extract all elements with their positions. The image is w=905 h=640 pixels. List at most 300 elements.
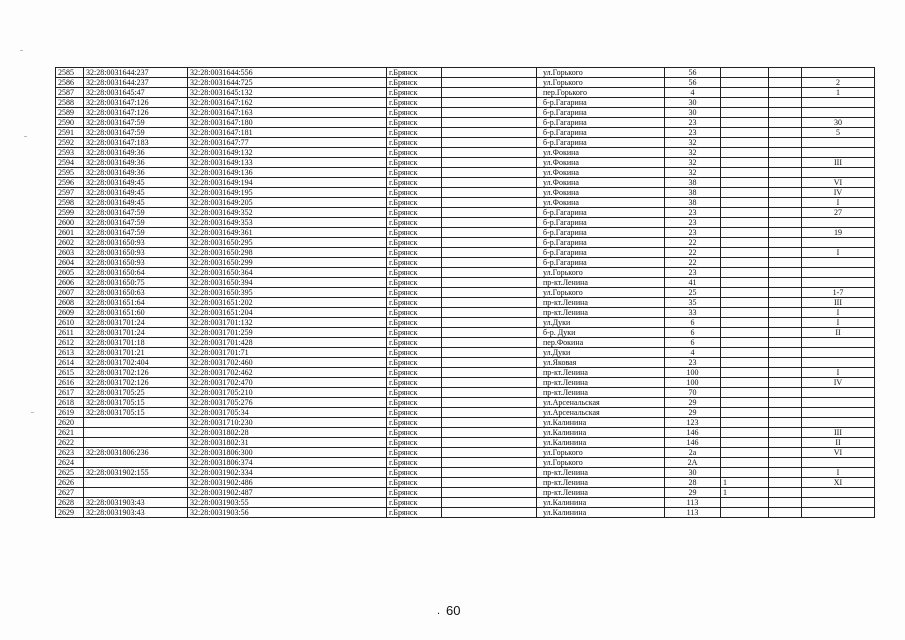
table-cell-blank <box>442 218 537 228</box>
table-cell-city: г.Брянск <box>387 308 442 318</box>
table-cell-street: пр-кт.Ленина <box>537 388 665 398</box>
table-cell-cadastral: 32:28:0031702:470 <box>188 378 387 388</box>
table-cell-num: 2590 <box>56 118 84 128</box>
table-cell-city: г.Брянск <box>387 408 442 418</box>
table-cell-street: ул.Горького <box>537 448 665 458</box>
table-cell-parcel: 32:28:0031647:126 <box>84 98 188 108</box>
table-cell-cadastral: 32:28:0031649:352 <box>188 208 387 218</box>
table-cell-apt: 1 <box>802 88 875 98</box>
table-cell-house: 29 <box>665 488 721 498</box>
table-cell-parcel: 32:28:0031651:60 <box>84 308 188 318</box>
table-cell-bld <box>721 158 769 168</box>
table-cell-apt: I <box>802 308 875 318</box>
table-cell-apt <box>802 348 875 358</box>
table-cell-num: 2598 <box>56 198 84 208</box>
table-cell-corp <box>769 348 802 358</box>
table-cell-bld <box>721 138 769 148</box>
table-cell-blank <box>442 408 537 418</box>
table-cell-apt <box>802 258 875 268</box>
table-cell-num: 2593 <box>56 148 84 158</box>
table-cell-cadastral: 32:28:0031649:195 <box>188 188 387 198</box>
table-cell-num: 2627 <box>56 488 84 498</box>
table-cell-bld <box>721 228 769 238</box>
table-cell-city: г.Брянск <box>387 398 442 408</box>
table-cell-bld <box>721 288 769 298</box>
table-cell-cadastral: 32:28:0031650:298 <box>188 248 387 258</box>
table-cell-corp <box>769 318 802 328</box>
table-cell-bld <box>721 368 769 378</box>
table-cell-cadastral: 32:28:0031647:77 <box>188 138 387 148</box>
table-cell-city: г.Брянск <box>387 428 442 438</box>
table-cell-bld <box>721 318 769 328</box>
table-cell-corp <box>769 478 802 488</box>
table-cell-city: г.Брянск <box>387 458 442 468</box>
table-cell-cadastral: 32:28:0031644:725 <box>188 78 387 88</box>
table-row <box>56 78 875 88</box>
table-cell-street: б-р.Гагарина <box>537 118 665 128</box>
table-row <box>56 68 875 78</box>
table-row <box>56 408 875 418</box>
table-cell-bld <box>721 308 769 318</box>
table-cell-parcel: 32:28:0031647:59 <box>84 218 188 228</box>
table-cell-apt <box>802 98 875 108</box>
table-cell-num: 2588 <box>56 98 84 108</box>
table-cell-house: 35 <box>665 298 721 308</box>
table-cell-apt <box>802 68 875 78</box>
table-cell-blank <box>442 418 537 428</box>
table-cell-apt <box>802 268 875 278</box>
table-row <box>56 268 875 278</box>
table-cell-blank <box>442 258 537 268</box>
table-cell-apt: IV <box>802 188 875 198</box>
table-cell-num: 2618 <box>56 398 84 408</box>
table-cell-house: 23 <box>665 118 721 128</box>
table-cell-corp <box>769 508 802 518</box>
table-cell-num: 2613 <box>56 348 84 358</box>
table-cell-corp <box>769 448 802 458</box>
table-cell-street: пр-кт.Ленина <box>537 488 665 498</box>
table-cell-cadastral: 32:28:0031902:486 <box>188 478 387 488</box>
table-cell-parcel: 32:28:0031701:24 <box>84 328 188 338</box>
table-cell-parcel: 32:28:0031702:404 <box>84 358 188 368</box>
table-cell-cadastral: 32:28:0031649:194 <box>188 178 387 188</box>
table-cell-city: г.Брянск <box>387 388 442 398</box>
table-row <box>56 288 875 298</box>
table-cell-cadastral: 32:28:0031650:299 <box>188 258 387 268</box>
table-cell-num: 2614 <box>56 358 84 368</box>
table-cell-parcel: 32:28:0031647:59 <box>84 228 188 238</box>
table-cell-apt <box>802 168 875 178</box>
table-cell-parcel: 32:28:0031702:126 <box>84 378 188 388</box>
table-cell-city: г.Брянск <box>387 88 442 98</box>
table-cell-bld <box>721 238 769 248</box>
table-cell-cadastral: 32:28:0031647:162 <box>188 98 387 108</box>
table-cell-blank <box>442 398 537 408</box>
table-cell-parcel: 32:28:0031647:183 <box>84 138 188 148</box>
table-cell-num: 2628 <box>56 498 84 508</box>
table-row <box>56 508 875 518</box>
table-row <box>56 118 875 128</box>
table-cell-parcel: 32:28:0031647:59 <box>84 208 188 218</box>
table-cell-street: ул.Фокина <box>537 198 665 208</box>
table-cell-bld <box>721 68 769 78</box>
table-cell-apt <box>802 338 875 348</box>
table-cell-parcel: 32:28:0031650:75 <box>84 278 188 288</box>
table-cell-apt: III <box>802 158 875 168</box>
table-cell-city: г.Брянск <box>387 238 442 248</box>
table-cell-parcel: 32:28:0031650:63 <box>84 288 188 298</box>
table-cell-city: г.Брянск <box>387 138 442 148</box>
table-cell-bld <box>721 148 769 158</box>
table-cell-cadastral: 32:28:0031701:71 <box>188 348 387 358</box>
table-cell-house: 2А <box>665 458 721 468</box>
table-cell-street: ул.Калинина <box>537 508 665 518</box>
table-cell-num: 2610 <box>56 318 84 328</box>
table-cell-parcel: 32:28:0031701:24 <box>84 318 188 328</box>
table-cell-house: 100 <box>665 378 721 388</box>
table-cell-parcel: 32:28:0031649:36 <box>84 168 188 178</box>
table-cell-bld <box>721 278 769 288</box>
table-cell-city: г.Брянск <box>387 478 442 488</box>
table-cell-bld <box>721 248 769 258</box>
table-cell-num: 2595 <box>56 168 84 178</box>
table-cell-street: пер.Горького <box>537 88 665 98</box>
table-cell-parcel: 32:28:0031705:15 <box>84 408 188 418</box>
table-cell-bld <box>721 458 769 468</box>
table-cell-num: 2585 <box>56 68 84 78</box>
table-cell-street: б-р.Гагарина <box>537 208 665 218</box>
table-cell-house: 23 <box>665 128 721 138</box>
table-cell-city: г.Брянск <box>387 498 442 508</box>
table-cell-num: 2600 <box>56 218 84 228</box>
table-cell-corp <box>769 298 802 308</box>
table-cell-bld <box>721 78 769 88</box>
table-cell-apt: XI <box>802 478 875 488</box>
table-cell-blank <box>442 238 537 248</box>
table-cell-cadastral: 32:28:0031903:55 <box>188 498 387 508</box>
table-cell-corp <box>769 128 802 138</box>
table-cell-street: ул.Арсенальская <box>537 398 665 408</box>
table-cell-house: 56 <box>665 68 721 78</box>
table-cell-house: 22 <box>665 238 721 248</box>
table-cell-num: 2612 <box>56 338 84 348</box>
table-cell-corp <box>769 398 802 408</box>
table-cell-num: 2615 <box>56 368 84 378</box>
table-cell-city: г.Брянск <box>387 278 442 288</box>
table-cell-corp <box>769 418 802 428</box>
table-cell-street: ул.Фокина <box>537 158 665 168</box>
table-row <box>56 418 875 428</box>
table-cell-parcel: 32:28:0031647:126 <box>84 108 188 118</box>
table-cell-house: 70 <box>665 388 721 398</box>
table-cell-blank <box>442 198 537 208</box>
table-cell-house: 29 <box>665 398 721 408</box>
table-cell-city: г.Брянск <box>387 228 442 238</box>
registry-table <box>55 67 875 518</box>
scan-speck <box>24 136 27 137</box>
table-cell-apt: I <box>802 248 875 258</box>
table-cell-bld <box>721 468 769 478</box>
table-cell-corp <box>769 88 802 98</box>
table-cell-street: ул.Арсенальская <box>537 408 665 418</box>
table-cell-num: 2621 <box>56 428 84 438</box>
table-cell-city: г.Брянск <box>387 218 442 228</box>
table-row <box>56 458 875 468</box>
table-cell-parcel: 32:28:0031650:93 <box>84 248 188 258</box>
page-dot: . <box>437 605 441 617</box>
table-cell-cadastral: 32:28:0031705:34 <box>188 408 387 418</box>
table-cell-cadastral: 32:28:0031650:295 <box>188 238 387 248</box>
table-row <box>56 178 875 188</box>
table-row <box>56 358 875 368</box>
table-cell-parcel <box>84 458 188 468</box>
table-cell-blank <box>442 88 537 98</box>
table-cell-house: 33 <box>665 308 721 318</box>
table-cell-parcel: 32:28:0031902:155 <box>84 468 188 478</box>
table-cell-city: г.Брянск <box>387 348 442 358</box>
table-cell-cadastral: 32:28:0031902:487 <box>188 488 387 498</box>
table-cell-blank <box>442 448 537 458</box>
table-cell-bld <box>721 258 769 268</box>
table-cell-bld <box>721 358 769 368</box>
table-cell-city: г.Брянск <box>387 468 442 478</box>
table-row <box>56 168 875 178</box>
table-cell-cadastral: 32:28:0031705:210 <box>188 388 387 398</box>
table-cell-city: г.Брянск <box>387 258 442 268</box>
table-cell-bld <box>721 438 769 448</box>
table-row <box>56 218 875 228</box>
table-cell-parcel: 32:28:0031701:21 <box>84 348 188 358</box>
table-cell-blank <box>442 68 537 78</box>
table-cell-city: г.Брянск <box>387 418 442 428</box>
table-cell-corp <box>769 498 802 508</box>
table-row <box>56 198 875 208</box>
table-cell-bld <box>721 298 769 308</box>
table-cell-cadastral: 32:28:0031802:28 <box>188 428 387 438</box>
table-row <box>56 328 875 338</box>
table-row <box>56 488 875 498</box>
table-cell-parcel: 32:28:0031647:59 <box>84 128 188 138</box>
table-cell-apt <box>802 218 875 228</box>
table-cell-apt: 1-7 <box>802 288 875 298</box>
table-row <box>56 318 875 328</box>
table-row <box>56 208 875 218</box>
table-cell-corp <box>769 258 802 268</box>
table-cell-bld <box>721 108 769 118</box>
table-cell-house: 41 <box>665 278 721 288</box>
table-cell-bld <box>721 168 769 178</box>
table-cell-parcel: 32:28:0031645:47 <box>84 88 188 98</box>
table-cell-street: пр-кт.Ленина <box>537 308 665 318</box>
table-cell-city: г.Брянск <box>387 248 442 258</box>
table-cell-num: 2604 <box>56 258 84 268</box>
table-cell-parcel: 32:28:0031649:45 <box>84 188 188 198</box>
table-cell-corp <box>769 68 802 78</box>
table-cell-city: г.Брянск <box>387 378 442 388</box>
table-cell-cadastral: 32:28:0031644:556 <box>188 68 387 78</box>
table-cell-parcel <box>84 418 188 428</box>
table-row <box>56 298 875 308</box>
table-cell-parcel: 32:28:0031651:64 <box>84 298 188 308</box>
table-cell-bld <box>721 88 769 98</box>
table-cell-blank <box>442 478 537 488</box>
table-cell-bld <box>721 178 769 188</box>
table-row <box>56 158 875 168</box>
table-cell-apt: 19 <box>802 228 875 238</box>
table-cell-corp <box>769 428 802 438</box>
table-cell-apt: 27 <box>802 208 875 218</box>
table-row <box>56 248 875 258</box>
table-cell-house: 23 <box>665 268 721 278</box>
table-cell-house: 32 <box>665 148 721 158</box>
table-row <box>56 378 875 388</box>
table-cell-apt: VI <box>802 178 875 188</box>
table-cell-bld <box>721 118 769 128</box>
table-cell-city: г.Брянск <box>387 438 442 448</box>
table-cell-blank <box>442 308 537 318</box>
registry-table-body <box>56 68 875 518</box>
table-row <box>56 138 875 148</box>
table-cell-street: б-р.Гагарина <box>537 258 665 268</box>
table-cell-house: 22 <box>665 258 721 268</box>
table-cell-apt: I <box>802 368 875 378</box>
table-cell-blank <box>442 168 537 178</box>
table-cell-blank <box>442 338 537 348</box>
table-cell-apt: I <box>802 468 875 478</box>
table-cell-parcel: 32:28:0031650:64 <box>84 268 188 278</box>
table-cell-corp <box>769 98 802 108</box>
table-cell-cadastral: 32:28:0031702:462 <box>188 368 387 378</box>
table-cell-street: ул.Дуки <box>537 318 665 328</box>
table-cell-cadastral: 32:28:0031806:374 <box>188 458 387 468</box>
table-cell-apt: II <box>802 328 875 338</box>
table-cell-blank <box>442 78 537 88</box>
table-cell-blank <box>442 428 537 438</box>
table-cell-num: 2607 <box>56 288 84 298</box>
table-cell-apt <box>802 458 875 468</box>
table-cell-blank <box>442 298 537 308</box>
table-cell-house: 38 <box>665 188 721 198</box>
table-cell-blank <box>442 318 537 328</box>
table-cell-cadastral: 32:28:0031650:394 <box>188 278 387 288</box>
table-cell-city: г.Брянск <box>387 108 442 118</box>
table-cell-corp <box>769 148 802 158</box>
table-cell-blank <box>442 438 537 448</box>
table-cell-cadastral: 32:28:0031802:31 <box>188 438 387 448</box>
table-cell-street: ул.Горького <box>537 68 665 78</box>
table-cell-parcel <box>84 428 188 438</box>
table-cell-street: пр-кт.Ленина <box>537 478 665 488</box>
table-cell-blank <box>442 388 537 398</box>
table-cell-parcel: 32:28:0031903:43 <box>84 508 188 518</box>
table-cell-house: 113 <box>665 508 721 518</box>
table-cell-corp <box>769 168 802 178</box>
table-cell-cadastral: 32:28:0031702:460 <box>188 358 387 368</box>
table-cell-corp <box>769 338 802 348</box>
table-cell-cadastral: 32:28:0031806:300 <box>188 448 387 458</box>
table-cell-street: ул.Калинина <box>537 438 665 448</box>
table-cell-city: г.Брянск <box>387 208 442 218</box>
table-cell-street: ул.Фокина <box>537 188 665 198</box>
table-cell-corp <box>769 238 802 248</box>
table-cell-num: 2601 <box>56 228 84 238</box>
table-cell-apt: 2 <box>802 78 875 88</box>
table-cell-corp <box>769 158 802 168</box>
table-cell-corp <box>769 138 802 148</box>
table-cell-parcel: 32:28:0031649:45 <box>84 178 188 188</box>
table-row <box>56 428 875 438</box>
table-cell-parcel: 32:28:0031644:237 <box>84 78 188 88</box>
table-cell-parcel: 32:28:0031705:25 <box>84 388 188 398</box>
table-cell-house: 113 <box>665 498 721 508</box>
table-cell-bld <box>721 98 769 108</box>
table-cell-apt <box>802 488 875 498</box>
table-row <box>56 148 875 158</box>
table-cell-corp <box>769 328 802 338</box>
table-cell-corp <box>769 438 802 448</box>
table-cell-city: г.Брянск <box>387 128 442 138</box>
table-cell-cadastral: 32:28:0031647:181 <box>188 128 387 138</box>
table-cell-cadastral: 32:28:0031649:361 <box>188 228 387 238</box>
page-number: 60 <box>446 603 461 618</box>
table-cell-bld <box>721 498 769 508</box>
table-cell-house: 28 <box>665 478 721 488</box>
table-cell-parcel: 32:28:0031649:36 <box>84 148 188 158</box>
table-cell-apt <box>802 138 875 148</box>
table-cell-house: 4 <box>665 348 721 358</box>
table-cell-street: ул.Калинина <box>537 498 665 508</box>
table-cell-street: ул.Горького <box>537 458 665 468</box>
table-cell-blank <box>442 458 537 468</box>
table-cell-blank <box>442 158 537 168</box>
table-cell-num: 2599 <box>56 208 84 218</box>
table-cell-street: пр-кт.Ленина <box>537 368 665 378</box>
table-cell-corp <box>769 248 802 258</box>
table-cell-apt <box>802 148 875 158</box>
table-cell-apt: I <box>802 318 875 328</box>
table-row <box>56 238 875 248</box>
table-cell-apt <box>802 498 875 508</box>
table-cell-cadastral: 32:28:0031649:133 <box>188 158 387 168</box>
table-cell-corp <box>769 108 802 118</box>
table-cell-cadastral: 32:28:0031705:276 <box>188 398 387 408</box>
table-cell-city: г.Брянск <box>387 288 442 298</box>
table-cell-blank <box>442 368 537 378</box>
table-row <box>56 388 875 398</box>
scan-speck <box>20 50 23 51</box>
table-cell-parcel: 32:28:0031649:36 <box>84 158 188 168</box>
table-cell-num: 2626 <box>56 478 84 488</box>
table-cell-house: 25 <box>665 288 721 298</box>
table-row <box>56 258 875 268</box>
table-cell-cadastral: 32:28:0031650:395 <box>188 288 387 298</box>
table-cell-apt: IV <box>802 378 875 388</box>
table-cell-house: 32 <box>665 168 721 178</box>
table-cell-parcel: 32:28:0031650:93 <box>84 238 188 248</box>
table-cell-cadastral: 32:28:0031649:353 <box>188 218 387 228</box>
table-cell-blank <box>442 188 537 198</box>
table-cell-bld <box>721 508 769 518</box>
table-cell-house: 56 <box>665 78 721 88</box>
table-cell-street: б-р.Гагарина <box>537 228 665 238</box>
table-cell-corp <box>769 308 802 318</box>
table-cell-apt: II <box>802 438 875 448</box>
table-cell-corp <box>769 78 802 88</box>
table-cell-blank <box>442 468 537 478</box>
table-cell-bld <box>721 338 769 348</box>
table-cell-street: ул.Фокина <box>537 178 665 188</box>
table-cell-apt <box>802 398 875 408</box>
